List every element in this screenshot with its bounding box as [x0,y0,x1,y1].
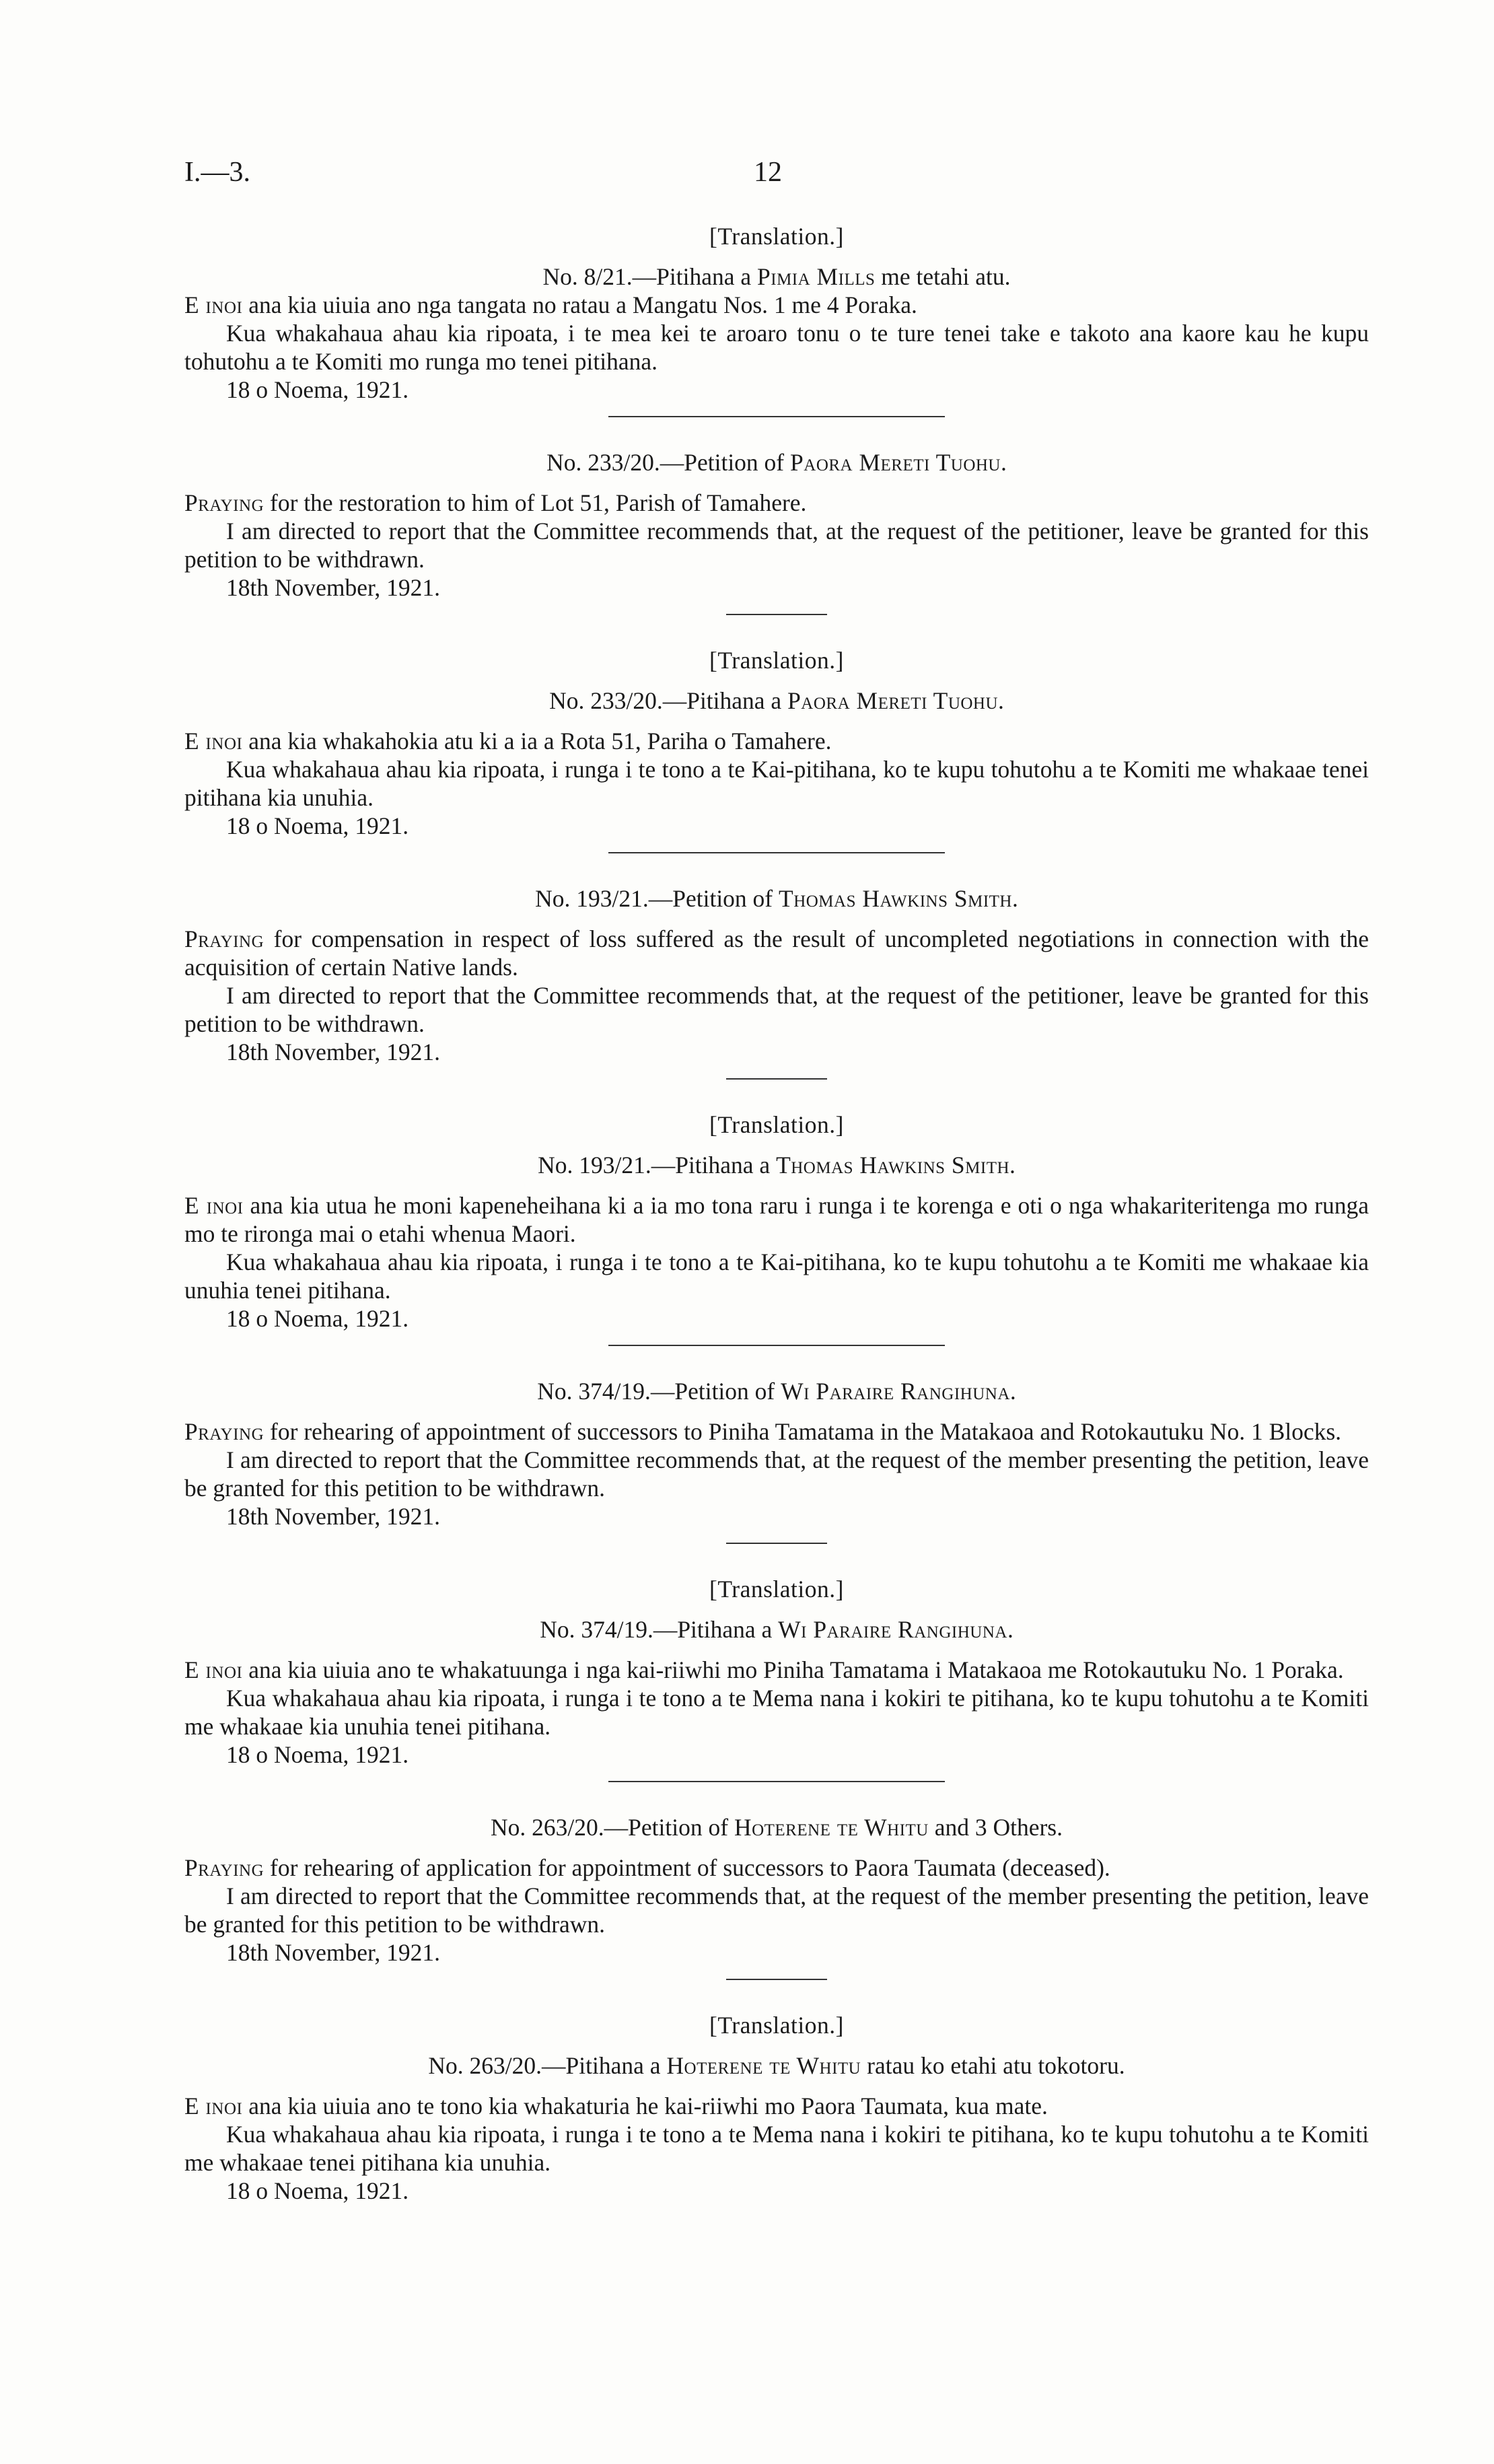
petition-heading [184,1615,1369,1644]
petition-number: No. 374/19. [537,1378,651,1405]
petition-section [184,646,1369,840]
prayer-text: for the restoration to him of Lot 51, Parish of Tamahere. [264,489,807,516]
petition-heading [184,884,1369,913]
heading-prefix: —Petition of [650,1378,781,1405]
committee-report: I am directed to report that the Committee recommends that, at the request of the member presenting the petition, leave be granted for this petition to be withdrawn. [184,1446,1369,1502]
heading-suffix: ratau ko etahi atu tokotoru. [861,2052,1125,2079]
translation-label: [Translation.] [709,1111,844,1138]
committee-report: I am directed to report that the Committee recommends that, at the request of the petitioner, leave be granted for this petition to be withdrawn. [184,518,1369,573]
petition-heading [184,1377,1369,1405]
heading-prefix: —Pitihana a [632,263,757,290]
petition-section [184,1575,1369,1769]
heading-suffix: me tetahi atu. [875,263,1011,290]
heading-prefix: —Petition of [648,885,779,912]
heading-prefix: —Pitihana a [653,1616,779,1643]
petitioner-name: Pimia Mills [757,263,876,290]
petition-number: No. 374/19. [540,1616,653,1643]
petition-number: No. 8/21. [542,263,633,290]
petitioner-name: Hoterene te Whitu [734,1814,929,1841]
petitioner-name: Thomas Hawkins Smith [779,885,1012,912]
petitioner-name: Hoterene te Whitu [666,2052,861,2079]
prayer-lead: E inoi [184,1656,243,1683]
petition-prayer [184,2092,1369,2120]
heading-prefix: —Petition of [604,1814,734,1841]
petition-prayer [184,1417,1369,1446]
heading-suffix: . [1009,1152,1016,1178]
prayer-lead: Praying [184,925,264,952]
committee-report: Kua whakahaua ahau kia ripoata, i runga i te tono a te Mema nana i kokiri te pitihana, ko te kupu tohutohu a te Komiti me whakaae tenei pitihana kia unuhia. [184,2121,1369,2176]
report-date: 18th November, 1921. [226,1939,441,1966]
petition-section [184,1111,1369,1333]
petitioner-name: Paora Mereti Tuohu [787,687,999,714]
petition-section [184,2011,1369,2205]
page-reference: I.—3. [184,157,250,188]
petition-heading [184,448,1369,477]
petition-number: No. 233/20. [546,449,660,476]
prayer-text: ana kia whakahokia atu ki a ia a Rota 51, Pariha o Tamahere. [242,728,832,754]
prayer-text: for compensation in respect of loss suffered as the result of uncompleted negotiations in connection with the acquisition of certain Native lands. [184,925,1369,981]
heading-suffix: . [1012,885,1018,912]
petition-heading [184,687,1369,715]
petition-prayer [184,727,1369,755]
report-date: 18 o Noema, 1921. [226,2177,409,2204]
heading-suffix: . [1007,1616,1013,1643]
translation-label: [Translation.] [709,223,844,250]
petition-prayer [184,291,1369,319]
petition-heading [184,262,1369,291]
petition-number: No. 263/20. [428,2052,542,2079]
prayer-text: ana kia utua he moni kapeneheihana ki a ia mo tona raru i runga i te korenga e oti o nga whakariteritenga mo runga mo te rironga mai o etahi whenua Maori. [184,1192,1369,1247]
report-date: 18 o Noema, 1921. [226,1741,409,1768]
prayer-lead: E inoi [184,1192,244,1219]
prayer-text: ana kia uiuia ano te whakatuunga i nga kai-riiwhi mo Piniha Tamatama i Matakaoa me Rotokautuku No. 1 Poraka. [242,1656,1344,1683]
report-date: 18th November, 1921. [226,574,441,601]
committee-report: Kua whakahaua ahau kia ripoata, i runga i te tono a te Kai-pitihana, ko te kupu tohutohu a te Komiti me whakaae tenei pitihana kia unuhia. [184,756,1369,811]
petition-section [184,222,1369,404]
report-date: 18 o Noema, 1921. [226,376,409,403]
report-date: 18th November, 1921. [226,1039,441,1065]
petition-section [184,448,1369,602]
prayer-text: ana kia uiuia ano nga tangata no ratau a Mangatu Nos. 1 me 4 Poraka. [242,291,917,318]
report-date: 18 o Noema, 1921. [226,812,409,839]
translation-label: [Translation.] [709,2012,844,2039]
heading-suffix: . [1001,449,1007,476]
petition-prayer [184,1656,1369,1684]
petitioner-name: Wi Paraire Rangihuna [781,1378,1010,1405]
petitioner-name: Paora Mereti Tuohu [790,449,1001,476]
petition-prayer [184,1854,1369,1882]
petition-number: No. 193/21. [535,885,649,912]
prayer-text: ana kia uiuia ano te tono kia whakaturia he kai-riiwhi mo Paora Taumata, kua mate. [242,2092,1048,2119]
heading-prefix: —Pitihana a [542,2052,667,2079]
petition-section [184,884,1369,1066]
heading-prefix: —Pitihana a [651,1152,777,1178]
heading-suffix: and 3 Others. [928,1814,1063,1841]
petitioner-name: Thomas Hawkins Smith [776,1152,1010,1178]
prayer-lead: Praying [184,1418,264,1445]
document-body [184,222,1369,2205]
report-date: 18th November, 1921. [226,1503,441,1530]
petition-heading [184,2051,1369,2080]
petition-prayer [184,1191,1369,1248]
report-date: 18 o Noema, 1921. [226,1305,409,1332]
petition-number: No. 263/20. [491,1814,604,1841]
petition-section [184,1813,1369,1967]
prayer-lead: Praying [184,489,264,516]
prayer-lead: E inoi [184,728,243,754]
petition-heading [184,1813,1369,1841]
translation-label: [Translation.] [709,1576,844,1603]
petition-section [184,1377,1369,1530]
heading-prefix: —Petition of [660,449,791,476]
heading-suffix: . [998,687,1004,714]
translation-label: [Translation.] [709,647,844,674]
heading-suffix: . [1009,1378,1016,1405]
prayer-text: for rehearing of appointment of successors to Piniha Tamatama in the Matakaoa and Rotokautuku No. 1 Blocks. [264,1418,1342,1445]
prayer-text: for rehearing of application for appointment of successors to Paora Taumata (deceased). [264,1854,1110,1881]
heading-prefix: —Pitihana a [662,687,788,714]
committee-report: I am directed to report that the Committee recommends that, at the request of the petitioner, leave be granted for this petition to be withdrawn. [184,982,1369,1037]
page-number: 12 [754,157,782,188]
prayer-lead: E inoi [184,291,243,318]
committee-report: Kua whakahaua ahau kia ripoata, i runga i te tono a te Kai-pitihana, ko te kupu tohutohu a te Komiti me whakaae kia unuhia tenei pitihana. [184,1248,1369,1304]
petition-number: No. 233/20. [549,687,663,714]
petition-number: No. 193/21. [538,1152,651,1178]
committee-report: Kua whakahaua ahau kia ripoata, i runga i te tono a te Mema nana i kokiri te pitihana, ko te kupu tohutohu a te Komiti me whakaae kia unuhia tenei pitihana. [184,1685,1369,1740]
committee-report: I am directed to report that the Committee recommends that, at the request of the member presenting the petition, leave be granted for this petition to be withdrawn. [184,1882,1369,1938]
committee-report: Kua whakahaua ahau kia ripoata, i te mea kei te aroaro tonu o te ture tenei take e takoto ana kaore kau he kupu tohutohu a te Komiti mo runga mo tenei pitihana. [184,320,1369,375]
petition-prayer [184,925,1369,981]
prayer-lead: Praying [184,1854,264,1881]
prayer-lead: E inoi [184,2092,243,2119]
petitioner-name: Wi Paraire Rangihuna [778,1616,1007,1643]
petition-heading [184,1151,1369,1179]
petition-prayer [184,489,1369,517]
